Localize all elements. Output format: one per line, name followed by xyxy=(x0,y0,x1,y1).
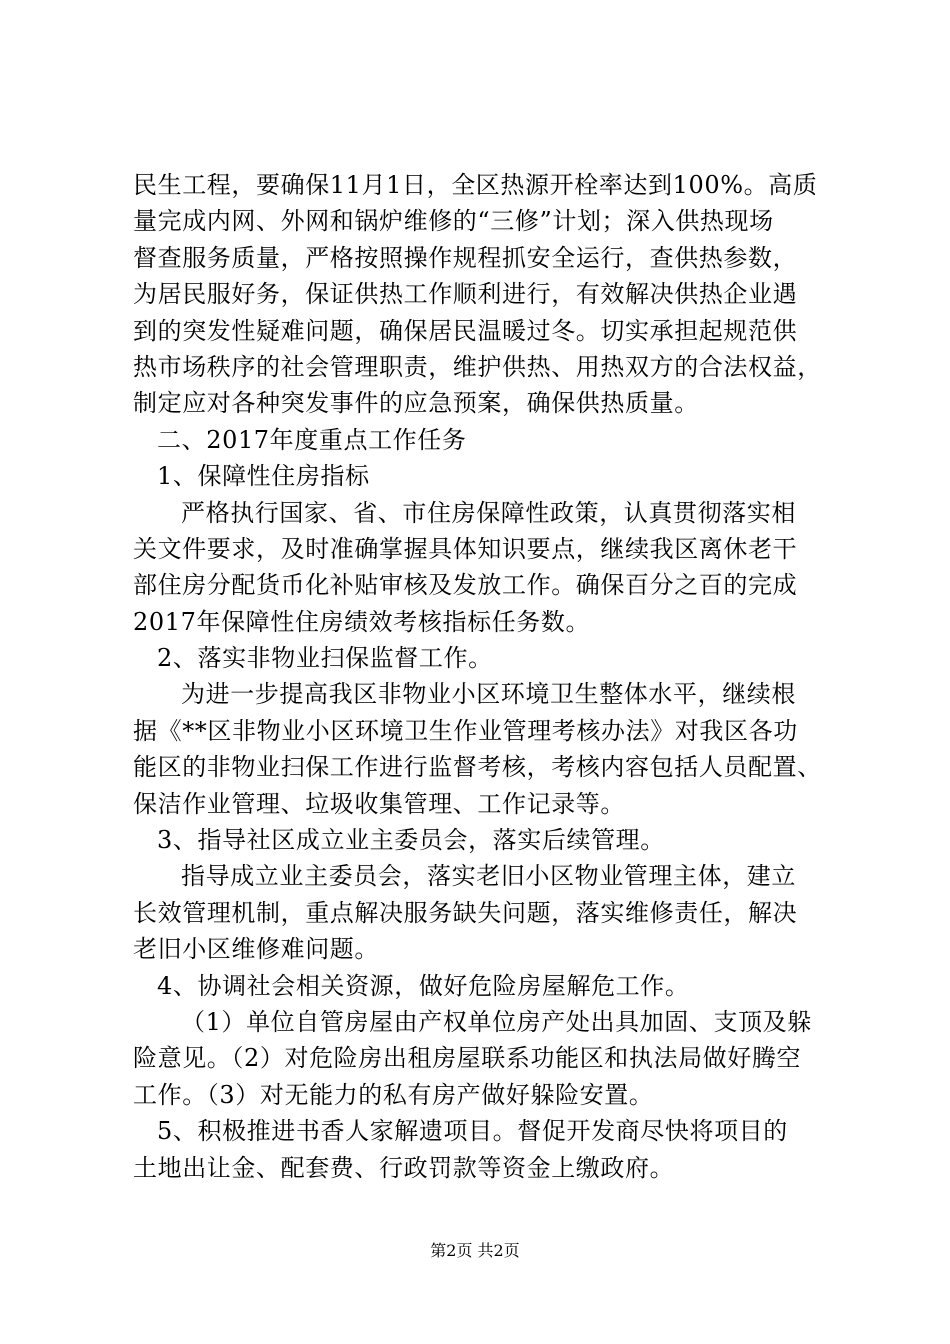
text-line: 2、落实非物业扫保监督工作。 xyxy=(157,644,493,673)
document-body xyxy=(133,167,853,1186)
text-line: 4、协调社会相关资源，做好危险房屋解危工作。 xyxy=(157,971,690,1000)
text-line: 严格执行国家、省、市住房保障性政策，认真贯彻落实相 xyxy=(181,498,796,527)
text-line: 督查服务质量，严格按照操作规程抓安全运行，查供热参数， xyxy=(133,243,798,272)
text-line: 土地出让金、配套费、行政罚款等资金上缴政府。 xyxy=(133,1153,675,1182)
text-line: 民生工程，要确保11月1日，全区热源开栓率达到100%。高质 xyxy=(133,171,818,199)
text-line: 工作。（3）对无能力的私有房产做好躲险安置。 xyxy=(133,1080,654,1109)
text-line: （1）单位自管房屋由产权单位房产处出具加固、支顶及躲 xyxy=(181,1007,812,1036)
text-line: 3、指导社区成立业主委员会，落实后续管理。 xyxy=(157,826,665,855)
text-line: 为居民服好务，保证供热工作顺利进行，有效解决供热企业遇 xyxy=(133,280,798,309)
text-line: 指导成立业主委员会，落实老旧小区物业管理主体，建立 xyxy=(181,862,796,891)
text-line: 到的突发性疑难问题，确保居民温暖过冬。切实承担起规范供 xyxy=(133,316,798,345)
text-line: 据《**区非物业小区环境卫生作业管理考核办法》对我区各功 xyxy=(133,716,798,745)
text-line: 5、积极推进书香人家解遗项目。督促开发商尽快将项目的 xyxy=(157,1117,788,1146)
text-line: 2017年保障性住房绩效考核指标任务数。 xyxy=(133,607,591,636)
text-line: 为进一步提高我区非物业小区环境卫生整体水平，继续根 xyxy=(181,680,796,709)
text-line: 部住房分配货币化补贴审核及发放工作。确保百分之百的完成 xyxy=(133,571,798,600)
text-line: 保洁作业管理、垃圾收集管理、工作记录等。 xyxy=(133,789,625,818)
text-line: 1、保障性住房指标 xyxy=(157,462,370,491)
text-line: 制定应对各种突发事件的应急预案，确保供热质量。 xyxy=(133,389,699,418)
page-footer: 第2页 共2页 xyxy=(430,1241,520,1260)
text-line: 老旧小区维修难问题。 xyxy=(133,935,379,964)
text-line: 二、2017年度重点工作任务 xyxy=(157,425,467,454)
text-line: 险意见。（2）对危险房出租房屋联系功能区和执法局做好腾空 xyxy=(133,1044,802,1073)
text-line: 热市场秩序的社会管理职责，维护供热、用热双方的合法权益， xyxy=(133,352,822,381)
text-line: 关文件要求，及时准确掌握具体知识要点，继续我区离休老干 xyxy=(133,534,798,563)
text-line: 长效管理机制，重点解决服务缺失问题，落实维修责任，解决 xyxy=(133,898,798,927)
text-line: 能区的非物业扫保工作进行监督考核，考核内容包括人员配置、 xyxy=(133,753,822,782)
text-line: 量完成内网、外网和锅炉维修的“三修”计划；深入供热现场 xyxy=(133,207,774,236)
